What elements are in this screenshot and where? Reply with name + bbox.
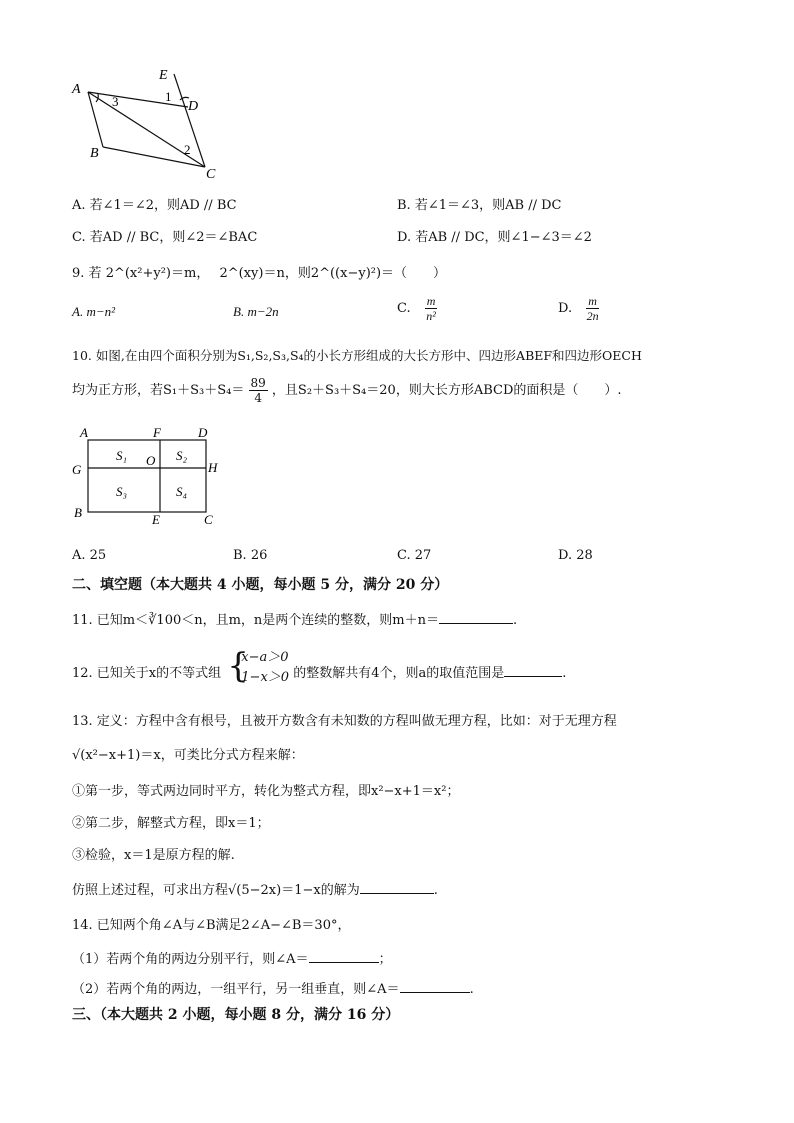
q9-stem-m: 2^(x²+y²)＝m， [105,266,210,281]
q10-line1: 10. 如图,在由四个面积分别为S₁,S₂,S₃,S₄的小长方形组成的大长方形中、四边形ABEF和四边形OECH [72,348,642,363]
q9-option-a: A. m−n² [72,304,115,319]
q14-stem: 14. 已知两个角∠A与∠B满足2∠A−∠B＝30°， [72,918,351,933]
label-O: O [146,453,156,468]
q14-p2-end: . [469,982,474,997]
q8-figure [68,62,228,182]
q14-p1-text: （1）若两个角的两边分别平行，则∠A＝ [72,952,309,967]
left-brace-icon: { [227,646,249,686]
label-S2: S₂ [176,448,188,463]
label-E: E [159,68,168,83]
q12-answer-blank[interactable] [504,664,562,677]
q8-option-c: C. 若AD // BC，则∠2＝∠BAC [72,230,258,245]
label-D: D [198,425,208,440]
q9-d-denominator: 2n [586,309,599,323]
q10-line2-post: ，且S₂＋S₃＋S₄＝20，则大长方形ABCD的面积是（ ）. [271,383,622,398]
q10-frac-den: 4 [254,391,262,405]
q12-row2: 1−x＞0 [241,670,290,685]
q9-c-denominator: n² [426,309,436,323]
q13-step3: ③检验，x＝1是原方程的解. [72,848,235,863]
q13-line2: √(x²−x+1)＝x，可类比分式方程来解： [72,748,304,763]
section3-title: 三、（本大题共 2 小题，每小题 8 分，满分 16 分） [72,1007,400,1023]
label-3: 3 [112,94,119,109]
label-2: 2 [184,142,191,157]
q8-option-b: B. 若∠1＝∠3，则AB // DC [397,198,562,213]
label-B: B [74,505,82,520]
q9-option-c-label: C. [397,301,411,316]
q10-line2-pre: 均为正方形，若S₁＋S₃＋S₄＝ [72,383,245,398]
q10-fraction [249,376,268,405]
q11-text: 11. 已知m＜∛100＜n，且m，n是两个连续的整数，则m＋n＝ [72,613,440,628]
q9-option-c-fraction [425,294,438,323]
label-A: A [72,82,81,97]
label-1: 1 [165,89,172,104]
q9-c-numerator: m [426,294,436,308]
label-S4: S₄ [176,484,188,499]
q11-end: . [513,613,518,628]
q10-option-a: A. 25 [72,548,107,563]
line-AD [88,92,188,107]
q14-p2-text: （2）若两个角的两边，一组平行，另一组垂直，则∠A＝ [72,982,400,997]
q8-option-a: A. 若∠1＝∠2，则AD // BC [72,198,237,213]
q9-stem-prefix: 9. 若 [72,266,102,281]
q13-step2: ②第二步，解整式方程，即x＝1； [72,816,270,831]
q10-option-b: B. 26 [233,548,268,563]
q13-last-text: 仿照上述过程，可求出方程√(5−2x)＝1−x的解为 [72,883,360,898]
q10-frac-num: 89 [250,376,266,390]
section2-title: 二、填空题（本大题共 4 小题，每小题 5 分，满分 20 分） [72,577,449,593]
q13-answer-blank[interactable] [360,881,434,894]
label-E: E [152,512,160,527]
q10-line2 [72,376,622,405]
q12-row1: x−a＞0 [241,650,289,665]
q10-option-d: D. 28 [558,548,593,563]
label-C: C [206,167,216,182]
rect-ABCD [88,440,206,512]
label-H: H [208,460,218,475]
q12-post: 的整数解共有4个，则a的取值范围是 [293,666,505,681]
q14-part1 [72,948,392,967]
label-G: G [72,462,82,477]
label-S1: S₁ [116,448,128,463]
label-S3: S₃ [116,484,128,499]
q10-option-c: C. 27 [397,548,432,563]
q13-step1: ①第一步，等式两边同时平方，转化为整式方程，即x²−x+1＝x²； [72,784,460,799]
q9-option-d [558,294,599,323]
q9-option-d-fraction [586,294,599,323]
q13-line1: 13. 定义：方程中含有根号，且被开方数含有未知数的方程叫做无理方程，比如：对于无理方程 [72,714,617,729]
q14-p2-answer-blank[interactable] [400,980,470,993]
q11 [72,609,517,628]
label-B: B [90,146,99,161]
q9-stem [72,262,446,281]
q11-answer-blank[interactable] [439,611,513,624]
label-C: C [204,512,213,527]
q9-option-b: B. m−2n [233,304,279,319]
q13-end: . [433,883,438,898]
q9-stem-n: 2^(xy)＝n，则2^((x−y)²)＝（ ） [219,266,447,281]
label-D: D [188,99,199,114]
label-A: A [80,425,88,440]
q9-option-c [397,294,437,323]
label-F: F [153,425,161,440]
q10-figure [68,422,228,530]
q12-end: . [562,666,567,681]
q12-system [229,648,289,688]
q9-option-d-label: D. [558,301,573,316]
q8-option-d: D. 若AB // DC，则∠1−∠3＝∠2 [397,230,592,245]
q12 [72,648,566,688]
q13-last [72,879,438,898]
q12-pre: 12. 已知关于x的不等式组 [72,666,222,681]
q14-part2 [72,978,474,997]
q9-d-numerator: m [588,294,597,308]
q14-p1-end: ； [378,952,392,967]
q14-p1-answer-blank[interactable] [309,950,379,963]
